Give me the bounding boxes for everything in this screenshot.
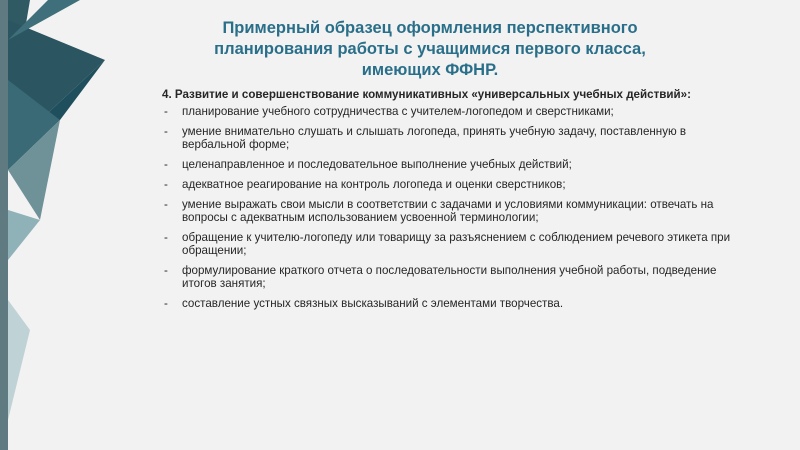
bullet-dash: - [164,125,168,138]
bullet-dash: - [164,198,168,211]
slide-content [160,88,750,317]
list-item [160,264,750,290]
list-item [160,125,750,151]
bullet-dash: - [164,105,168,118]
list-item [160,178,750,191]
bullet-dash: - [164,264,168,277]
list-item [160,231,750,257]
list-item-text: умение внимательно слушать и слышать логопеда, принять учебную задачу, поставленную в вербальной форме; [182,125,687,151]
bullet-dash: - [164,178,168,191]
list-item [160,105,750,118]
list-item-text: адекватное реагирование на контроль логопеда и оценки сверстников; [182,178,566,191]
slide-title: Примерный образец оформления перспективного планирования работы с учащимися первого класса, имеющих ФФНР. [214,19,646,79]
bullet-list [160,105,750,310]
list-item-text: формулирование краткого отчета о последовательности выполнения учебной работы, подведение итогов занятия; [182,264,717,290]
section-heading: 4. Развитие и совершенствование коммуникативных «универсальных учебных действий»: [162,88,691,101]
list-item-text: обращение к учителю-логопеду или товарищу за разъяснением с соблюдением речевого этикета при обращении; [182,231,731,257]
decorative-triangles [0,0,120,450]
list-item-text: составление устных связных высказываний с элементами творчества. [182,297,564,310]
list-item [160,158,750,171]
list-item-text: планирование учебного сотрудничества с учителем-логопедом и сверстниками; [182,105,614,118]
bullet-dash: - [164,231,168,244]
bullet-dash: - [164,158,168,171]
bullet-dash: - [164,297,168,310]
list-item-text: целенаправленное и последовательное выполнение учебных действий; [182,158,572,171]
list-item [160,198,750,224]
list-item [160,297,750,310]
list-item-text: умение выражать свои мысли в соответствии с задачами и условиями коммуникации: отвечать на вопросы с адекватным использованием усвоенной терминологии; [182,198,714,224]
